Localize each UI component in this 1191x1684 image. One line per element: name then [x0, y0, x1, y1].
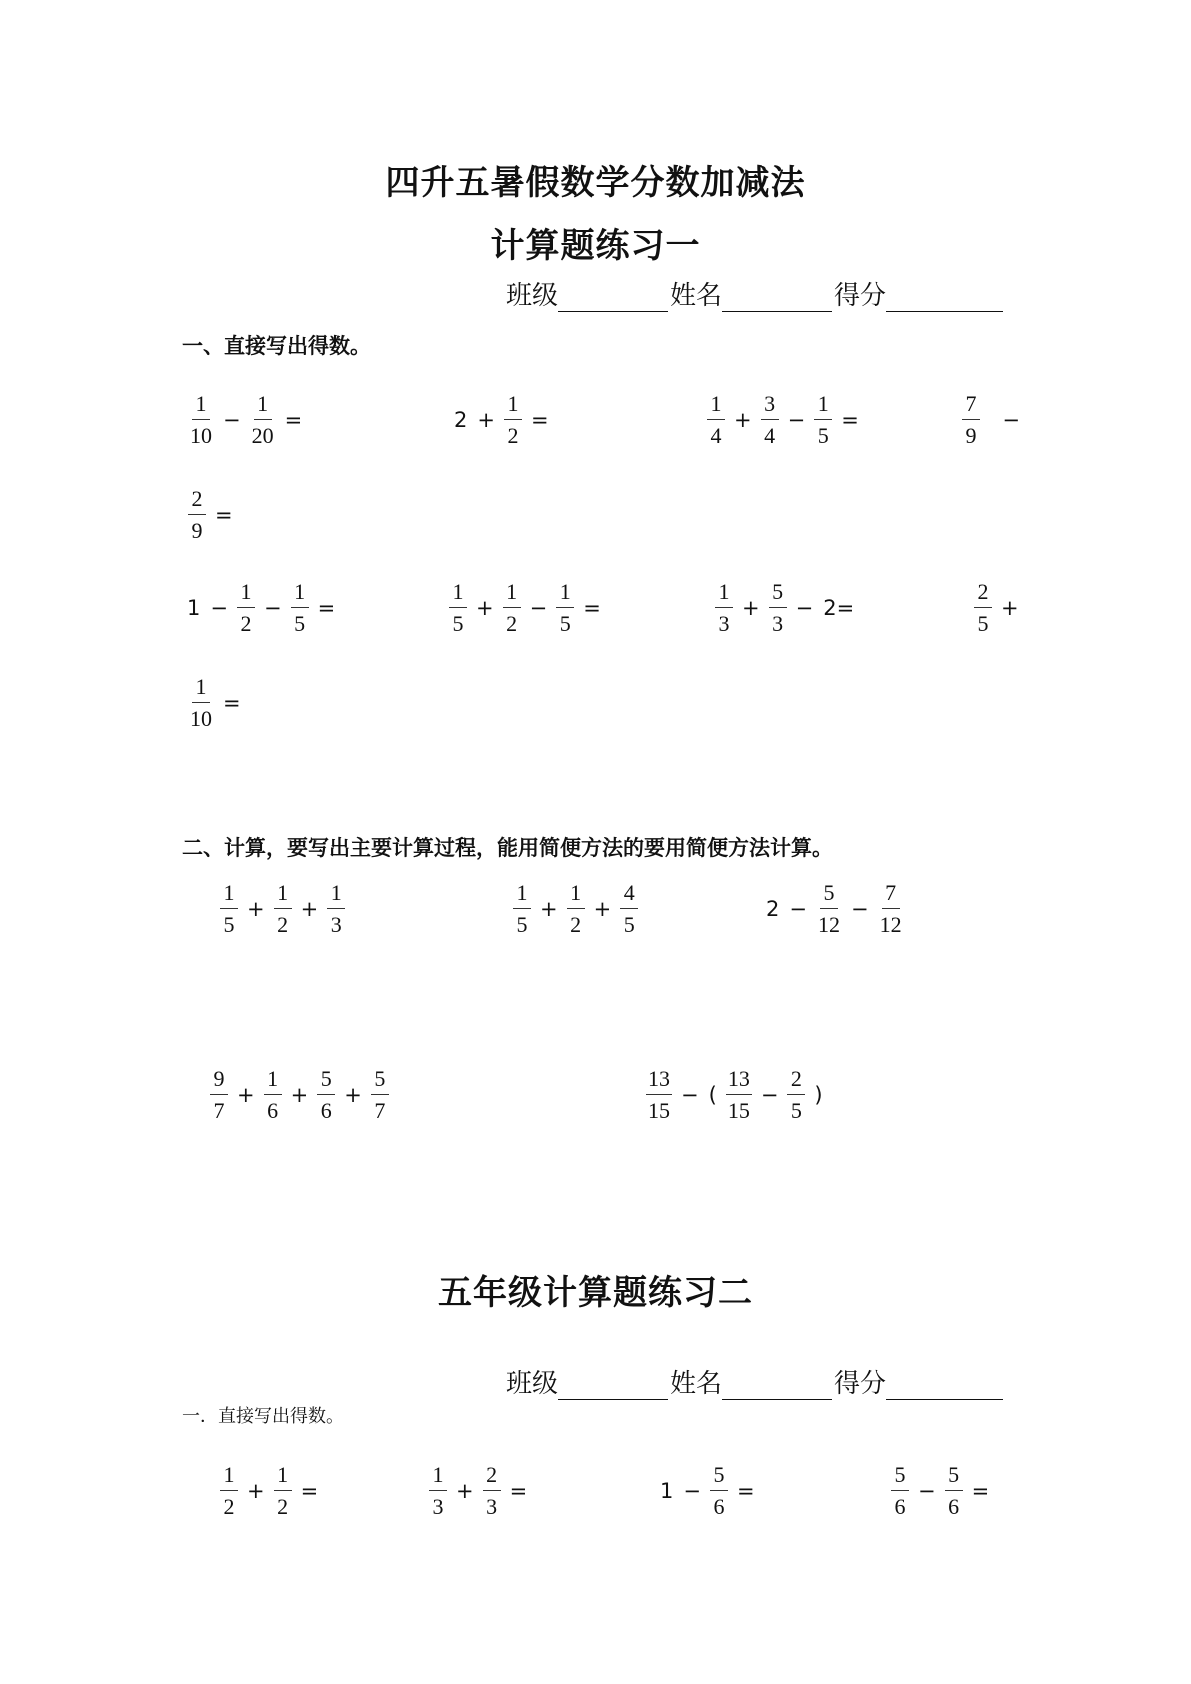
- expression: [761, 882, 908, 936]
- numerator: 2: [188, 488, 206, 515]
- numerator: 5: [891, 1464, 909, 1491]
- denominator: 5: [817, 423, 829, 448]
- fraction: [710, 1464, 728, 1518]
- denominator: 20: [251, 423, 274, 448]
- numerator: 1: [513, 882, 531, 909]
- fraction: [327, 882, 345, 936]
- numerator: 1: [264, 1068, 282, 1095]
- operator: −: [760, 1083, 779, 1107]
- numerator: 1: [504, 393, 522, 420]
- expression: [887, 1464, 994, 1518]
- fraction: [962, 393, 980, 447]
- operator: +: [593, 897, 612, 921]
- fraction: [726, 1068, 752, 1122]
- numerator: 5: [710, 1464, 728, 1491]
- name-blank[interactable]: [722, 1373, 832, 1400]
- fraction: [814, 393, 832, 447]
- fraction: [707, 393, 725, 447]
- denominator: 4: [764, 423, 776, 448]
- score-blank[interactable]: [886, 285, 1003, 312]
- class-blank[interactable]: [558, 285, 668, 312]
- denominator: 5: [452, 611, 464, 636]
- numerator: 1: [274, 882, 292, 909]
- expression: [184, 488, 238, 542]
- numerator: 1: [220, 1464, 238, 1491]
- numerator: 1: [707, 393, 725, 420]
- fraction: [371, 1068, 389, 1122]
- operator: +: [742, 596, 760, 620]
- expression: [425, 1464, 532, 1518]
- denominator: 6: [267, 1098, 279, 1123]
- operator: −: [263, 596, 282, 620]
- expression: [642, 1068, 828, 1122]
- operator: =: [317, 596, 336, 620]
- numerator: 1: [567, 882, 585, 909]
- denominator: 2: [506, 611, 518, 636]
- fraction: [291, 581, 309, 635]
- fraction: [188, 393, 214, 447]
- fraction: [787, 1068, 805, 1122]
- denominator: 6: [320, 1098, 332, 1123]
- expression: [703, 393, 864, 447]
- operator: +: [477, 408, 495, 432]
- expression: [184, 676, 246, 730]
- operator: 2: [454, 408, 468, 432]
- operator: 2: [766, 897, 780, 921]
- class-label: 班级: [506, 281, 559, 311]
- fraction: [188, 676, 214, 730]
- numerator: 1: [192, 393, 210, 420]
- expression: [958, 393, 1025, 447]
- fraction: [513, 882, 531, 936]
- denominator: 2: [277, 912, 289, 937]
- fraction: [429, 1464, 447, 1518]
- denominator: 2: [570, 912, 582, 937]
- numerator: 2: [483, 1464, 501, 1491]
- operator: −: [681, 1083, 699, 1107]
- operator: −: [210, 596, 228, 620]
- class-blank[interactable]: [558, 1373, 668, 1400]
- denominator: 15: [648, 1098, 670, 1123]
- denominator: 3: [432, 1494, 444, 1519]
- operator: +: [344, 1083, 362, 1107]
- operator: =: [971, 1479, 990, 1503]
- expression: [711, 581, 859, 635]
- numerator: 7: [962, 393, 980, 420]
- numerator: 1: [715, 581, 733, 608]
- denominator: 5: [623, 912, 635, 937]
- operator: +: [237, 1083, 255, 1107]
- denominator: 2: [240, 611, 252, 636]
- operator: −: [789, 897, 807, 921]
- operator: +: [300, 897, 319, 921]
- numerator: 1: [429, 1464, 447, 1491]
- fraction: [483, 1464, 501, 1518]
- numerator: 1: [503, 581, 521, 608]
- denominator: 7: [374, 1098, 386, 1123]
- numerator: 1: [274, 1464, 292, 1491]
- operator: +: [734, 408, 752, 432]
- numerator: 5: [820, 882, 838, 909]
- numerator: 13: [726, 1068, 752, 1095]
- numerator: 1: [327, 882, 345, 909]
- name-blank[interactable]: [722, 285, 832, 312]
- numerator: 4: [620, 882, 638, 909]
- fraction: [891, 1464, 909, 1518]
- denominator: 12: [879, 912, 902, 937]
- numerator: 1: [220, 882, 238, 909]
- numerator: 1: [449, 581, 467, 608]
- worksheet-title: 四升五暑假数学分数加减法: [385, 163, 806, 203]
- fraction: [220, 1464, 238, 1518]
- operator: +: [1001, 596, 1019, 620]
- denominator: 3: [772, 611, 784, 636]
- denominator: 5: [790, 1098, 802, 1123]
- fraction: [210, 1068, 228, 1122]
- operator: ): [814, 1083, 823, 1107]
- expression: [970, 581, 1024, 635]
- denominator: 15: [727, 1098, 750, 1123]
- denominator: 2: [223, 1494, 235, 1519]
- worksheet-subtitle: 计算题练习一: [490, 226, 701, 266]
- operator: +: [247, 1479, 265, 1503]
- denominator: 2: [507, 423, 519, 448]
- operator: =: [215, 503, 233, 527]
- denominator: 6: [894, 1494, 906, 1519]
- operator: =: [284, 408, 303, 432]
- operator: =: [223, 691, 241, 715]
- denominator: 9: [191, 518, 203, 543]
- denominator: 3: [330, 912, 342, 937]
- operator: −: [795, 596, 814, 620]
- numerator: 5: [371, 1068, 389, 1095]
- score-label: 得分: [834, 281, 887, 311]
- fraction: [188, 488, 206, 542]
- operator: +: [290, 1083, 309, 1107]
- denominator: 5: [223, 912, 235, 937]
- fraction: [556, 581, 574, 635]
- denominator: 5: [977, 611, 989, 636]
- section-3-heading: 一．直接写出得数。: [182, 1406, 344, 1427]
- expression: [449, 393, 554, 447]
- operator: −: [989, 408, 1020, 432]
- numerator: 1: [254, 393, 272, 420]
- expression: [445, 581, 606, 635]
- class-label: 班级: [506, 1369, 559, 1399]
- score-blank[interactable]: [886, 1373, 1003, 1400]
- operator: +: [247, 897, 265, 921]
- name-label: 姓名: [670, 281, 723, 311]
- operator: +: [540, 897, 558, 921]
- denominator: 5: [559, 611, 571, 636]
- fraction: [945, 1464, 963, 1518]
- numerator: 1: [556, 581, 574, 608]
- fraction: [264, 1068, 282, 1122]
- denominator: 4: [710, 423, 722, 448]
- fraction: [503, 581, 521, 635]
- denominator: 3: [486, 1494, 498, 1519]
- operator: =: [509, 1479, 528, 1503]
- denominator: 10: [190, 706, 212, 731]
- operator: (: [708, 1083, 717, 1107]
- operator: −: [850, 897, 869, 921]
- fraction: [317, 1068, 335, 1122]
- operator: −: [529, 596, 548, 620]
- fraction: [878, 882, 904, 936]
- operator: 1: [660, 1479, 674, 1503]
- operator: +: [456, 1479, 474, 1503]
- numerator: 3: [761, 393, 779, 420]
- expression: [509, 882, 642, 936]
- worksheet-title-2: 五年级计算题练习二: [438, 1273, 753, 1313]
- operator: 1: [187, 596, 201, 620]
- fraction: [274, 1464, 292, 1518]
- fraction: [646, 1068, 672, 1122]
- expression: [182, 581, 340, 635]
- operator: −: [223, 408, 241, 432]
- numerator: 1: [814, 393, 832, 420]
- fraction: [237, 581, 255, 635]
- operator: =: [736, 1479, 755, 1503]
- operator: −: [787, 408, 806, 432]
- numerator: 5: [945, 1464, 963, 1491]
- expression: [655, 1464, 760, 1518]
- fraction: [220, 882, 238, 936]
- operator: +: [476, 596, 494, 620]
- numerator: 1: [192, 676, 210, 703]
- operator: 2=: [823, 596, 855, 620]
- fraction: [567, 882, 585, 936]
- student-info-line-2: [506, 1363, 1005, 1400]
- fraction: [761, 393, 779, 447]
- numerator: 7: [882, 882, 900, 909]
- section-1-heading: 一、直接写出得数。: [182, 334, 371, 358]
- fraction: [504, 393, 522, 447]
- fraction: [769, 581, 787, 635]
- denominator: 12: [817, 912, 840, 937]
- numerator: 9: [210, 1068, 228, 1095]
- fraction: [250, 393, 276, 447]
- score-label: 得分: [834, 1369, 887, 1399]
- expression: [216, 1464, 323, 1518]
- expression: [184, 393, 307, 447]
- numerator: 2: [787, 1068, 805, 1095]
- fraction: [816, 882, 842, 936]
- denominator: 5: [294, 611, 306, 636]
- numerator: 1: [291, 581, 309, 608]
- expression: [206, 1068, 393, 1122]
- operator: =: [300, 1479, 319, 1503]
- student-info-line: [506, 275, 1005, 312]
- name-label: 姓名: [670, 1369, 723, 1399]
- operator: =: [841, 408, 859, 432]
- operator: −: [918, 1479, 936, 1503]
- denominator: 7: [213, 1098, 225, 1123]
- expression: [216, 882, 349, 936]
- fraction: [449, 581, 467, 635]
- denominator: 3: [718, 611, 730, 636]
- operator: =: [530, 408, 549, 432]
- denominator: 6: [948, 1494, 960, 1519]
- numerator: 5: [317, 1068, 335, 1095]
- numerator: 1: [237, 581, 255, 608]
- operator: −: [683, 1479, 701, 1503]
- fraction: [274, 882, 292, 936]
- operator: =: [583, 596, 601, 620]
- section-2-heading: 二、计算，要写出主要计算过程，能用简便方法的要用简便方法计算。: [182, 836, 833, 860]
- denominator: 2: [277, 1494, 289, 1519]
- fraction: [620, 882, 638, 936]
- numerator: 2: [974, 581, 992, 608]
- denominator: 5: [516, 912, 528, 937]
- fraction: [974, 581, 992, 635]
- numerator: 5: [769, 581, 787, 608]
- fraction: [715, 581, 733, 635]
- numerator: 13: [646, 1068, 672, 1095]
- denominator: 6: [713, 1494, 725, 1519]
- denominator: 9: [965, 423, 977, 448]
- denominator: 10: [190, 423, 212, 448]
